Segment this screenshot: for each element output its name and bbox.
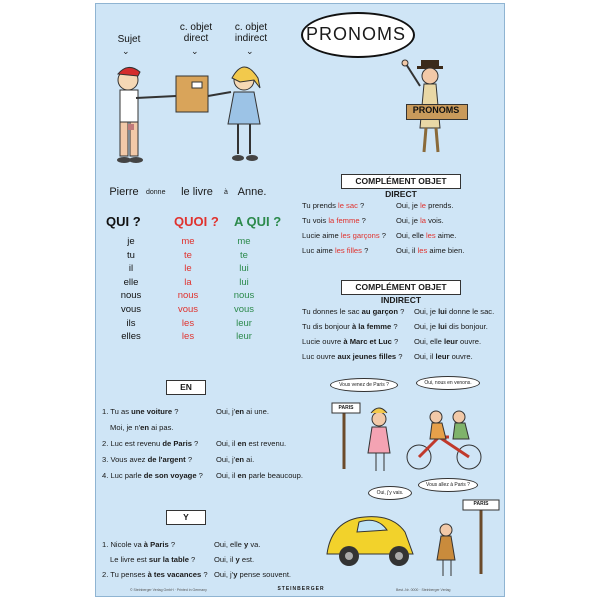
pronoun-highlight: y — [235, 555, 240, 564]
question-direct: QUOI ? — [174, 214, 219, 229]
example-text: 2. Luc est revenu — [102, 439, 163, 448]
example-question — [102, 570, 208, 580]
example-text: 1. Tu as — [102, 407, 132, 416]
speech-bubble: Vous venez de Paris ? — [330, 378, 398, 392]
example-question — [102, 471, 203, 481]
chevron-down-icon: ⌄ — [122, 46, 130, 56]
example-answer — [396, 216, 444, 226]
highlighted-phrase: à la femme — [351, 322, 392, 331]
pronoun-cell: ils — [126, 317, 136, 329]
pronoun-cell: la — [184, 276, 192, 288]
example-question — [110, 555, 195, 565]
example-text: prends. — [425, 201, 454, 210]
example-text: ouvre. — [457, 337, 482, 346]
highlighted-phrase: à tes vacances — [147, 570, 202, 579]
sentence-verb: donne — [146, 189, 166, 196]
example-text: ai pas. — [149, 423, 174, 432]
pronoun-cell: te — [240, 249, 248, 261]
kids-illustration — [106, 54, 286, 174]
example-text: Oui, elle — [414, 337, 444, 346]
section-heading-y: Y — [166, 510, 206, 525]
pronoun-cell: lui — [239, 263, 249, 275]
pronoun-cell: les — [181, 331, 195, 343]
example-text: Oui, il — [214, 555, 236, 564]
example-text: aime. — [435, 231, 457, 240]
example-text: Oui, je — [414, 307, 439, 316]
pronoun-cell: nous — [177, 290, 199, 302]
example-answer — [216, 407, 269, 417]
pronoun-cell: elle — [123, 276, 139, 288]
example-text: ? — [172, 407, 179, 416]
example-text: est revenu. — [246, 439, 287, 448]
pronoun-cell: je — [127, 236, 135, 247]
example-question — [302, 231, 386, 241]
pronoun-highlight: y — [243, 540, 249, 549]
example-text: Tu dis bonjour — [302, 322, 352, 331]
example-answer — [396, 231, 456, 241]
example-question — [102, 439, 198, 449]
example-text: Oui, il — [396, 246, 418, 255]
example-text: Oui, elle — [214, 540, 244, 549]
example-text: Oui, je — [414, 322, 439, 331]
example-answer — [414, 307, 494, 317]
example-text: ai une. — [244, 407, 269, 416]
example-text: Oui, elle — [396, 231, 426, 240]
example-text: 4. Luc parle — [102, 471, 144, 480]
sentence-preposition: à — [224, 189, 228, 196]
question-subject: QUI ? — [106, 214, 141, 229]
sign-board-text: PRONOMS — [412, 105, 460, 115]
car-illustration — [321, 484, 501, 579]
pronoun-cell: elles — [121, 331, 141, 343]
label-indirect-object: c. objet indirect — [234, 22, 268, 44]
example-text: ? — [359, 216, 366, 225]
section-heading-indirect: COMPLÉMENT OBJET INDIRECT — [341, 280, 461, 295]
example-answer — [216, 439, 286, 449]
example-question — [302, 352, 402, 362]
pronoun-highlight: en — [235, 407, 245, 416]
example-question — [302, 307, 404, 317]
example-text: ouvre. — [449, 352, 473, 361]
example-text: Oui, il — [414, 352, 436, 361]
pronoun-cell: leur — [236, 331, 252, 343]
example-text: ? — [196, 471, 203, 480]
speech-bubble: Oui, nous en venons. — [416, 376, 480, 390]
highlighted-phrase: une voiture — [131, 407, 173, 416]
example-text: ? — [191, 439, 199, 448]
sentence-subject: Pierre — [109, 186, 139, 198]
example-answer — [214, 555, 254, 565]
sign-paris-text: PARIS — [338, 405, 354, 411]
example-answer — [214, 570, 291, 580]
highlighted-phrase: la femme — [328, 216, 360, 225]
example-answer — [414, 322, 488, 332]
highlighted-phrase: les garçons — [340, 231, 380, 240]
example-question — [302, 322, 398, 332]
example-text: parle beaucoup. — [246, 471, 303, 480]
example-text: 1. Nicole va — [102, 540, 144, 549]
pronoms-poster — [95, 3, 505, 597]
pronoun-cell: te — [184, 249, 192, 261]
sentence-object: le livre — [181, 186, 213, 198]
highlighted-phrase: de son voyage — [143, 471, 197, 480]
pronoun-cell: nous — [120, 290, 142, 302]
example-text: ? — [357, 201, 365, 210]
example-question — [102, 455, 192, 465]
page-title: PRONOMS — [305, 24, 406, 44]
pronoun-highlight: en — [237, 471, 247, 480]
example-text: ? — [397, 307, 405, 316]
example-text: ? — [201, 570, 208, 579]
example-text: ? — [379, 231, 387, 240]
pronoun-highlight: en — [237, 439, 247, 448]
example-text: dis bonjour. — [446, 322, 488, 331]
speech-bubble: Oui, j'y vais. — [368, 486, 412, 500]
label-direct-object: c. objet direct — [179, 22, 213, 44]
example-answer — [216, 455, 254, 465]
example-answer — [396, 246, 464, 256]
pronoun-cell: les — [181, 317, 195, 329]
example-answer — [214, 540, 260, 550]
example-text: Oui, je — [396, 201, 421, 210]
section-heading-en: EN — [166, 380, 206, 395]
example-text: ai. — [244, 455, 255, 464]
example-text: pense souvent. — [237, 570, 292, 579]
example-text: aime bien. — [427, 246, 465, 255]
example-text: Oui, il — [216, 439, 238, 448]
example-text: ? — [396, 352, 403, 361]
highlighted-phrase: sur la table — [148, 555, 189, 564]
footer-brand: STEINBERGER — [277, 586, 325, 592]
pronoun-cell: lui — [239, 276, 249, 288]
cyclists-illustration — [324, 379, 504, 479]
example-question — [302, 337, 398, 347]
highlighted-phrase: à Paris — [143, 540, 169, 549]
example-text: Oui, j' — [214, 570, 234, 579]
example-answer — [414, 352, 473, 362]
pronoun-highlight: y — [233, 570, 238, 579]
pronoun-cell: le — [184, 263, 192, 275]
pronoun-highlight: la — [420, 216, 426, 225]
example-answer — [414, 337, 481, 347]
sentence-indirect: Anne. — [237, 186, 267, 198]
chevron-down-icon: ⌄ — [191, 46, 199, 56]
pronoun-cell: nous — [233, 290, 255, 302]
example-question — [302, 246, 368, 256]
example-text: Tu vois — [302, 216, 329, 225]
pronoun-highlight: les — [417, 246, 428, 255]
highlighted-phrase: au garçon — [361, 307, 398, 316]
example-text: Tu donnes le sac — [302, 307, 362, 316]
highlighted-phrase: de l'argent — [147, 455, 186, 464]
pronoun-highlight: leur — [443, 337, 458, 346]
speech-bubble: Vous allez à Paris ? — [418, 478, 478, 492]
chevron-down-icon: ⌄ — [246, 46, 254, 56]
highlighted-phrase: à Marc et Luc — [343, 337, 392, 346]
example-text: ? — [168, 540, 176, 549]
example-question — [110, 423, 174, 433]
example-text: Luc aime — [302, 246, 335, 255]
example-text: ? — [391, 322, 398, 331]
pronoun-cell: me — [237, 236, 251, 247]
question-indirect: A QUI ? — [234, 214, 282, 229]
highlighted-phrase: de Paris — [162, 439, 192, 448]
example-text: donne le sac. — [446, 307, 495, 316]
example-text: Moi, je n' — [110, 423, 141, 432]
highlighted-phrase: le sac — [338, 201, 358, 210]
example-text: ? — [361, 246, 369, 255]
pronoun-cell: leur — [236, 317, 252, 329]
example-text: Tu prends — [302, 201, 339, 210]
example-text: 2. Tu penses — [102, 570, 148, 579]
pronoun-highlight: lui — [438, 322, 447, 331]
example-text: Le livre est — [110, 555, 149, 564]
example-text: 3. Vous avez — [102, 455, 148, 464]
pronoun-highlight: lui — [438, 307, 447, 316]
example-text: Lucie ouvre — [302, 337, 344, 346]
example-text: va. — [248, 540, 261, 549]
example-text: Lucie aime — [302, 231, 341, 240]
highlighted-phrase: en — [140, 423, 150, 432]
example-text: Oui, il — [216, 471, 238, 480]
pronoun-cell: vous — [120, 304, 142, 315]
example-text: ? — [391, 337, 399, 346]
example-question — [102, 540, 175, 550]
example-question — [102, 407, 178, 417]
pronoun-highlight: leur — [435, 352, 450, 361]
label-subject: Sujet — [117, 34, 141, 45]
example-question — [302, 201, 364, 211]
example-text: Oui, je — [396, 216, 421, 225]
footer-right: Best.-Nr. 0000 · Steinberger Verlag — [396, 588, 451, 592]
pronoun-highlight: le — [420, 201, 426, 210]
pronoun-cell: vous — [177, 304, 199, 315]
footer-left: © Steinberger Verlag GmbH · Printed in Germany — [130, 588, 207, 592]
example-question — [302, 216, 366, 226]
example-text: Oui, j' — [216, 455, 236, 464]
example-answer — [216, 471, 303, 481]
section-heading-direct: COMPLÉMENT OBJET DIRECT — [341, 174, 461, 189]
pronoun-cell: tu — [127, 249, 135, 261]
highlighted-phrase: aux jeunes filles — [337, 352, 397, 361]
example-answer — [396, 201, 453, 211]
example-text: Oui, j' — [216, 407, 236, 416]
pronoun-cell: vous — [233, 304, 255, 315]
example-text: est. — [239, 555, 255, 564]
example-text: vois. — [425, 216, 444, 225]
example-text: ? — [188, 555, 196, 564]
pronoun-cell: me — [181, 236, 195, 247]
pronoun-highlight: en — [235, 455, 245, 464]
pronoun-cell: il — [128, 263, 134, 275]
pronoun-highlight: les — [425, 231, 436, 240]
sign-paris-text: PARIS — [473, 501, 489, 507]
example-text: ? — [185, 455, 193, 464]
example-text: Luc ouvre — [302, 352, 338, 361]
highlighted-phrase: les filles — [334, 246, 362, 255]
